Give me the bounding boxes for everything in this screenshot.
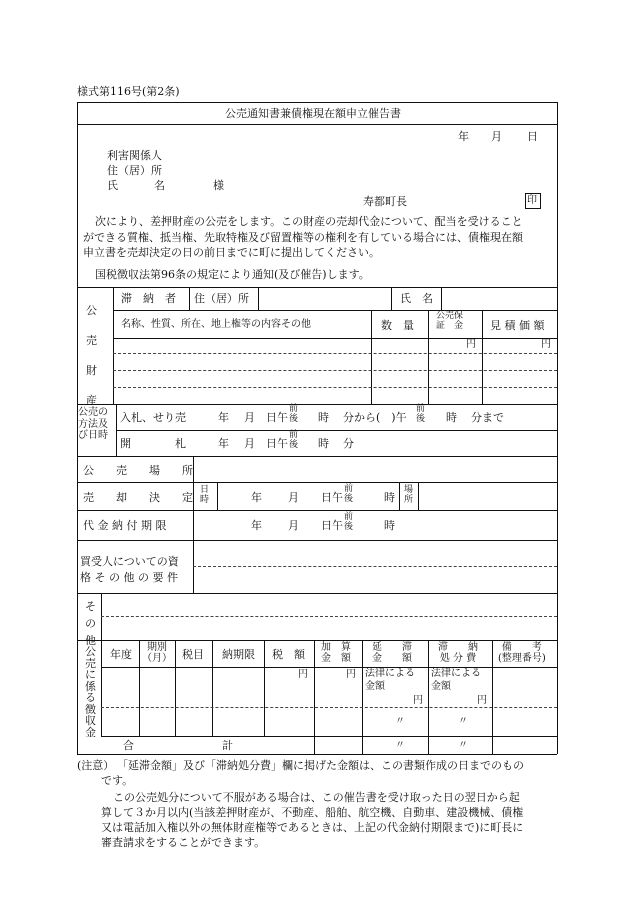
payment-nen: 年 — [251, 519, 262, 532]
addressee-line1: 利害関係人 — [107, 149, 162, 162]
address-label: 住（居）所 — [194, 292, 249, 305]
div — [418, 482, 419, 510]
note1-l2: です。 — [101, 774, 134, 787]
decision-basho — [404, 486, 413, 506]
tax-due-header: 納期限 — [222, 648, 255, 661]
proc-1: 滞 納 — [438, 642, 478, 653]
delay-bylaw-2: 金額 — [365, 681, 385, 692]
note1-head: (注意） — [77, 759, 115, 772]
dashed-row — [101, 616, 557, 617]
frame-top — [77, 102, 557, 103]
open-hi-go: 日午 — [266, 437, 288, 450]
form-title: 公売通知書兼債権現在額申立催告書 — [225, 107, 401, 120]
bid-hi-go: 日午 — [266, 411, 288, 424]
note2-l2: 算して３か月以内(当該差押財産が、不動産、船舶、航空機、自動車、建設機械、債権 — [101, 806, 524, 819]
bid-nen: 年 — [218, 411, 229, 424]
label-col-divider — [193, 456, 194, 593]
tax-note-header — [498, 642, 546, 664]
nichi: 日 — [200, 485, 210, 495]
body-p1-l1: 次により、差押財産の公売をします。この財産の売却代金について、配当を受けること — [95, 215, 523, 228]
proc-2: 処 分 費 — [439, 653, 477, 664]
tax-side-char: 係 — [85, 679, 96, 693]
ditto-proc: 〃 — [458, 716, 468, 727]
deposit-label — [436, 312, 463, 332]
zen: 前 — [289, 430, 299, 440]
decision-nichiji — [200, 486, 209, 506]
div — [428, 310, 429, 404]
decision-nen: 年 — [251, 491, 262, 504]
zen: 前 — [416, 404, 426, 414]
bid-ji-2: 時 — [446, 411, 457, 424]
zen: 前 — [344, 484, 354, 494]
tax-side-char: 徴 — [85, 702, 96, 716]
proc-bylaw-1: 法律による — [431, 668, 481, 679]
dashed-row — [113, 353, 557, 354]
open-zengo — [289, 431, 298, 451]
addressee-sama: 様 — [213, 179, 224, 192]
div — [441, 287, 442, 310]
title-underline — [77, 124, 557, 125]
body-p1-l3: 申立書を売却決定の日の前日までに町に提出してください。 — [83, 246, 380, 259]
tax-proc-header — [438, 642, 478, 664]
addressee-address: 住（居）所 — [107, 164, 162, 177]
tax-side-char: 収 — [85, 714, 96, 728]
bid-zengo-2 — [416, 405, 425, 425]
row-line — [77, 510, 557, 511]
note2-l4: 審査請求をすることができます。 — [101, 836, 266, 849]
location-label: 公 売 場 所 — [83, 464, 193, 477]
row-line — [116, 430, 557, 431]
other-char: の — [85, 617, 96, 630]
open-nen: 年 — [218, 437, 229, 450]
div — [399, 482, 400, 510]
method-label-3: び日時 — [78, 430, 108, 441]
frame-right — [557, 102, 558, 754]
side-char: 産 — [86, 394, 97, 407]
tax-side-char: に — [85, 668, 96, 682]
proc-bylaw-2: 金額 — [431, 681, 451, 692]
payment-hi-go: 日午 — [321, 519, 343, 532]
div — [264, 640, 265, 736]
bid-fun-kara: 分から( )午 — [343, 411, 407, 424]
yen-deposit: 円 — [466, 339, 476, 350]
row-line — [101, 736, 557, 737]
dashed-row — [113, 387, 557, 388]
go: 後 — [289, 439, 299, 450]
decision-tsuki: 月 — [288, 491, 299, 504]
yen-estimate: 円 — [541, 339, 551, 350]
go: 後 — [416, 413, 426, 424]
tax-side-char: る — [85, 691, 96, 705]
tax-side-char: 金 — [85, 725, 96, 739]
payment-label: 代 金 納 付 期 限 — [83, 519, 167, 532]
total-label: 合 計 — [123, 739, 233, 752]
sho: 所 — [404, 494, 414, 505]
date-year: 年 — [458, 130, 469, 143]
div — [189, 287, 190, 310]
addressee-shi: 氏 — [107, 179, 118, 192]
row-line — [113, 338, 557, 339]
side-char: 財 — [86, 364, 97, 377]
addressee-mei: 名 — [154, 179, 165, 192]
decision-ji: 時 — [384, 491, 395, 504]
tax-side-label — [85, 646, 96, 738]
body-p2: 国税徴収法第96条の規定により通知(及び催告)します。 — [95, 268, 370, 281]
note2-l1: この公売処分について不服がある場合は、この催告書を受け取った日の翌日から起 — [113, 791, 520, 804]
zen: 前 — [289, 404, 299, 414]
add-2: 金 額 — [321, 653, 351, 664]
period-1: 期別 — [147, 642, 167, 653]
note1-l1: 「延滞金額」及び「滞納処分費」欄に掲げた金額は、この書類作成の日までのもの — [117, 759, 524, 772]
decision-zengo — [344, 485, 353, 505]
div — [212, 640, 213, 736]
div — [482, 310, 483, 404]
tax-add-header — [321, 642, 351, 664]
zen: 前 — [344, 512, 354, 522]
ditto-delay: 〃 — [395, 716, 405, 727]
deposit-label-1: 公売保 — [436, 311, 464, 321]
estimate-label: 見 積 価 額 — [490, 319, 545, 332]
row-line — [113, 310, 557, 311]
div — [371, 310, 372, 404]
open-label: 開 札 — [120, 437, 186, 450]
buyer-label-2: 格 そ の 他 の 要 件 — [80, 571, 178, 584]
bid-fun-made: 分まで — [471, 411, 504, 424]
tax-period-header — [142, 642, 172, 664]
side-char: 売 — [86, 334, 97, 347]
other-char: 他 — [85, 634, 96, 647]
side-char: 公 — [86, 304, 97, 317]
method-label-1: 公売の — [78, 407, 108, 418]
tax-year-header: 年度 — [110, 648, 132, 661]
property-top — [77, 287, 557, 288]
div — [258, 287, 259, 310]
div — [391, 287, 392, 310]
go: 後 — [344, 521, 354, 532]
tax-amount-header: 税 額 — [272, 648, 305, 661]
note-1: 備 考 — [501, 642, 542, 653]
period-2: （月） — [142, 653, 172, 664]
div — [175, 640, 176, 736]
payment-ji: 時 — [384, 519, 395, 532]
form-number: 様式第116号(第2条) — [77, 85, 180, 98]
yen-add: 円 — [346, 669, 356, 680]
row-line — [77, 593, 557, 594]
yen-proc: 円 — [477, 695, 487, 706]
dashed-row — [193, 566, 557, 567]
tax-side-char: 公 — [85, 645, 96, 658]
open-tsuki: 月 — [244, 437, 255, 450]
note-2: (整理番号) — [498, 653, 546, 664]
other-char: そ — [85, 600, 96, 613]
ditto-delay-total: 〃 — [395, 740, 405, 751]
deposit-label-2: 証 金 — [436, 320, 464, 331]
bid-tsuki: 月 — [244, 411, 255, 424]
date-day: 日 — [527, 130, 538, 143]
bid-label: 入札、せり売 — [120, 411, 186, 424]
buyer-label-1: 買受人についての資 — [80, 555, 179, 568]
delay-1: 延 滞 — [372, 642, 412, 653]
row-line — [77, 456, 557, 457]
payment-tsuki: 月 — [288, 519, 299, 532]
open-fun: 分 — [343, 437, 354, 450]
sender: 寿都町長 — [363, 195, 407, 208]
add-1: 加 算 — [321, 642, 351, 653]
note2-l3: 又は電話加入権以外の無体財産権等であるときは、上記の代金納付期限まで)に町長に — [101, 821, 524, 834]
decision-hi-go: 日午 — [321, 491, 343, 504]
div — [217, 482, 218, 510]
decision-label: 売 却 決 定 — [83, 491, 193, 504]
tax-delay-header — [372, 642, 412, 664]
tax-top — [77, 640, 557, 641]
ditto-proc-total: 〃 — [458, 740, 468, 751]
property-side-label — [86, 302, 97, 408]
method-top — [77, 404, 557, 405]
row-line — [77, 540, 557, 541]
method-label — [78, 407, 108, 442]
row-line — [77, 482, 557, 483]
body-p1-l2: ができる質権、抵当権、先取特権及び留置権等の権利を有している場合には、債権現在額 — [83, 231, 523, 244]
ji-label: 時 — [200, 494, 210, 505]
dashed-row — [101, 707, 557, 708]
div — [139, 640, 140, 736]
payment-zengo — [344, 513, 353, 533]
ba: 場 — [404, 485, 414, 495]
frame-bottom — [77, 754, 557, 755]
yen-tax: 円 — [298, 669, 308, 680]
delinquent-label: 滞 納 者 — [121, 292, 176, 305]
name-label: 氏 名 — [400, 292, 433, 305]
dashed-row — [113, 370, 557, 371]
method-label-2: 方法及 — [78, 418, 108, 430]
desc-label: 名称、性質、所在、地上権等の内容その他 — [121, 319, 311, 330]
delay-2: 金 額 — [372, 653, 412, 664]
bid-zengo — [289, 405, 298, 425]
yen-delay: 円 — [413, 695, 423, 706]
row-line — [101, 667, 557, 668]
tax-side-char: 売 — [85, 656, 96, 670]
go: 後 — [344, 493, 354, 504]
tax-item-header: 税目 — [182, 648, 204, 661]
open-ji: 時 — [318, 437, 329, 450]
delay-bylaw-1: 法律による — [365, 668, 415, 679]
date-month: 月 — [491, 130, 502, 143]
go: 後 — [289, 413, 299, 424]
div — [101, 640, 102, 736]
seal-text: 印 — [527, 195, 537, 206]
bid-ji: 時 — [318, 411, 329, 424]
qty-label: 数 量 — [381, 319, 414, 332]
